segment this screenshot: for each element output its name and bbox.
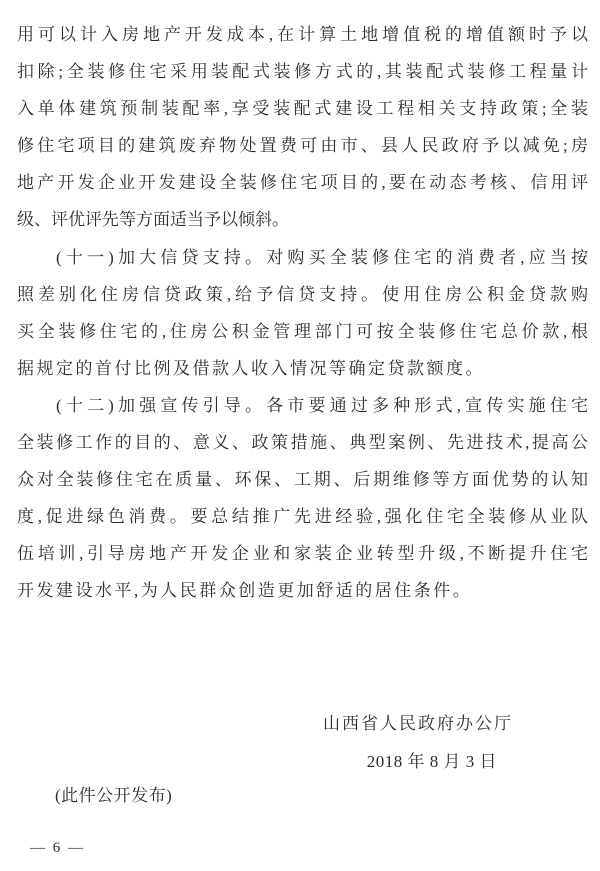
signature-issuer: 山西省人民政府办公厅 (323, 714, 513, 733)
publication-note: (此件公开发布) (55, 786, 173, 805)
text-line-item-11-heading: (十一)加大信贷支持。对购买全装修住宅的消费者,应当按 (56, 247, 588, 267)
text-line: 入单体建筑预制装配率,享受装配式建设工程相关支持政策;全装 (17, 99, 588, 119)
text-line: 用可以计入房地产开发成本,在计算土地增值税的增值额时予以 (17, 25, 588, 44)
text-line: 修住宅项目的建筑废弃物处置费可由市、县人民政府予以减免;房 (17, 136, 588, 156)
text-line: 买全装修住宅的,住房公积金管理部门可按全装修住宅总价款,根 (17, 321, 588, 341)
text-line-item-12-heading: (十二)加强宣传引导。各市要通过多种形式,宣传实施住宅 (56, 395, 588, 415)
text-line: 级、评优评先等方面适当予以倾斜。 (17, 210, 289, 230)
page-number: — 6 — (30, 840, 85, 856)
text-line: 众对全装修住宅在质量、环保、工期、后期维修等方面优势的认知 (17, 470, 588, 490)
text-line: 全装修工作的目的、意义、政策措施、典型案例、先进技术,提高公 (17, 433, 588, 453)
text-line: 度,促进绿色消费。要总结推广先进经验,强化住宅全装修从业队 (17, 507, 588, 527)
text-line: 开发建设水平,为人民群众创造更加舒适的居住条件。 (17, 581, 473, 601)
document-body (17, 16, 588, 610)
text-line: 扣除;全装修住宅采用装配式装修方式的,其装配式装修工程量计 (17, 62, 588, 82)
text-line: 伍培训,引导房地产开发企业和家装企业转型升级,不断提升住宅 (17, 544, 588, 564)
text-line: 地产开发企业开发建设全装修住宅项目的,要在动态考核、信用评 (17, 173, 588, 193)
text-line: 照差别化住房信贷政策,给予信贷支持。使用住房公积金贷款购 (17, 284, 588, 304)
text-line: 据规定的首付比例及借款人收入情况等确定贷款额度。 (17, 358, 485, 378)
signature-date: 2018 年 8 月 3 日 (366, 752, 497, 771)
